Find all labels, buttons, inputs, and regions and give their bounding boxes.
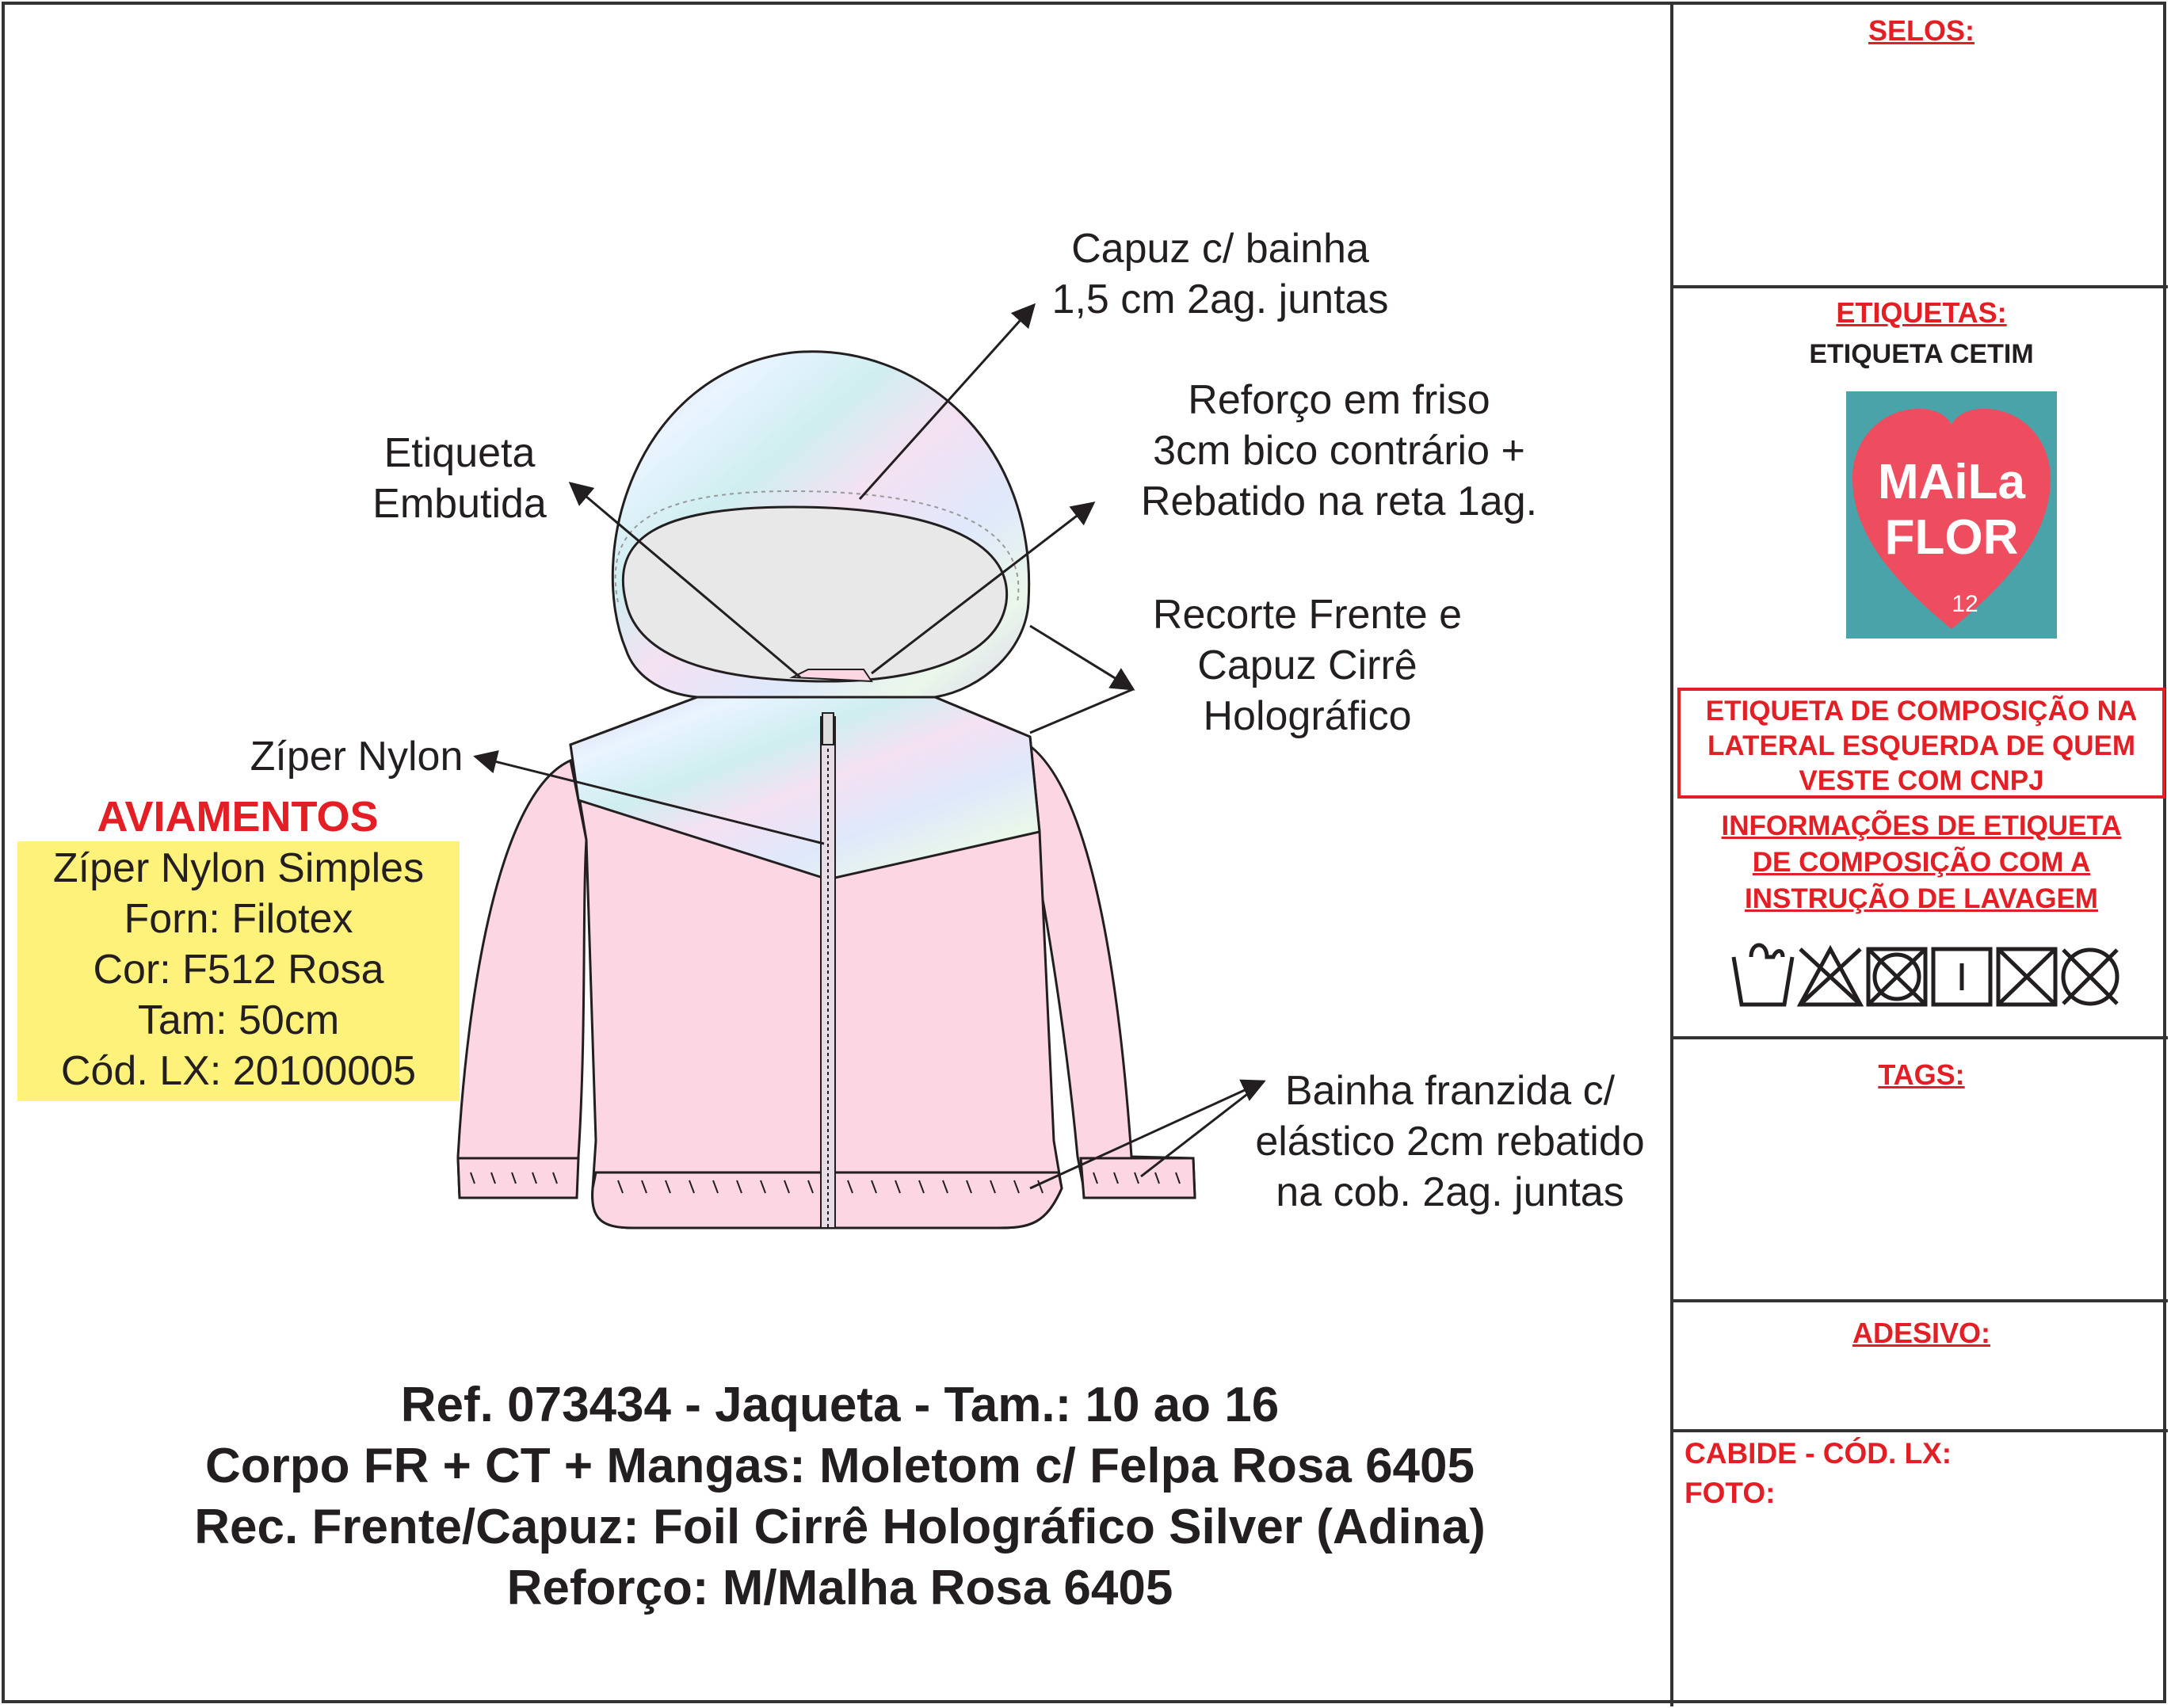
composicao-line: ETIQUETA DE COMPOSIÇÃO NA — [1705, 696, 2138, 726]
annotation-line: 3cm bico contrário + — [1153, 428, 1525, 474]
aviamento-line: Forn: Filotex — [124, 896, 353, 942]
annotation-line: Zíper Nylon — [250, 734, 464, 780]
annotation-line: 1,5 cm 2ag. juntas — [1051, 276, 1389, 322]
composicao-info-line: DE COMPOSIÇÃO COM A — [1752, 847, 2091, 878]
no-iron-icon — [1998, 949, 2055, 1005]
sidebar-rule-4 — [1672, 1429, 2168, 1432]
no-dry-clean-icon — [2063, 950, 2117, 1004]
hand-wash-icon — [1734, 945, 1792, 1005]
zipper-pull — [822, 713, 834, 745]
reference-line: Ref. 073434 - Jaqueta - Tam.: 10 ao 16 — [400, 1378, 1280, 1432]
annotation-line: Holográfico — [1203, 693, 1412, 739]
sidebar-rule-2 — [1672, 1036, 2168, 1039]
annotation-line: Capuz c/ bainha — [1071, 226, 1369, 272]
brand-line-2: FLOR — [1884, 510, 2019, 565]
composicao-info-line: INFORMAÇÕES DE ETIQUETA — [1721, 810, 2122, 841]
annotation-capuz — [982, 223, 1458, 325]
annotation-line: elástico 2cm rebatido — [1255, 1119, 1645, 1165]
brand-label-image — [1846, 391, 2057, 639]
tags-heading: TAGS: — [1878, 1058, 1965, 1091]
annotation-ziper — [222, 731, 491, 782]
annotation-recorte — [1093, 589, 1521, 742]
annotation-etiqueta — [301, 428, 618, 529]
composicao-line: VESTE COM CNPJ — [1799, 765, 2044, 796]
annotation-line: Recorte Frente e — [1152, 592, 1463, 638]
left-cuff — [458, 1158, 578, 1198]
aviamento-line: Zíper Nylon Simples — [52, 845, 425, 891]
composicao-info — [1673, 808, 2169, 917]
sidebar-rule-3 — [1672, 1299, 2168, 1302]
composicao-line: LATERAL ESQUERDA DE QUEM — [1707, 730, 2135, 761]
annotation-line: Rebatido na reta 1ag. — [1140, 478, 1538, 524]
left-sleeve — [458, 761, 586, 1198]
aviamento-line: Cor: F512 Rosa — [93, 947, 384, 993]
aviamentos-title: AVIAMENTOS — [97, 793, 379, 841]
annotation-line: Etiqueta — [383, 430, 536, 476]
annotation-line: Capuz Cirrê — [1197, 642, 1417, 688]
aviamento-line: Cód. LX: 20100005 — [60, 1048, 417, 1094]
cabide-foto — [1685, 1434, 1952, 1513]
selos-heading: SELOS: — [1868, 14, 1975, 47]
annotation-line: Embutida — [372, 481, 547, 527]
no-bleach-icon — [1800, 949, 1860, 1005]
hang-dry-icon — [1933, 949, 1990, 1005]
sidebar-rule-1 — [1672, 285, 2168, 288]
reference-line: Rec. Frente/Capuz: Foil Cirrê Holográfico Silver (Adina) — [194, 1500, 1486, 1554]
brand-line-1: MAiLa — [1878, 455, 2025, 509]
aviamentos-box — [17, 841, 460, 1101]
brand-size: 12 — [1952, 591, 1978, 617]
reference-line: Reforço: M/Malha Rosa 6405 — [506, 1561, 1173, 1615]
hood-opening — [623, 507, 1006, 681]
no-tumble-dry-icon — [1868, 949, 1925, 1005]
wash-instructions — [1727, 925, 2123, 1024]
foto-label: FOTO: — [1685, 1477, 1776, 1509]
annotation-reforco — [1093, 375, 1585, 527]
annotation-line: Reforço em friso — [1188, 377, 1490, 423]
cabide-label: CABIDE - CÓD. LX: — [1685, 1437, 1952, 1470]
composicao-box — [1677, 688, 2165, 799]
aviamento-line: Tam: 50cm — [137, 997, 340, 1043]
composicao-info-line: INSTRUÇÃO DE LAVAGEM — [1745, 883, 2098, 914]
annotation-bainha — [1236, 1066, 1664, 1218]
etiqueta-cetim-label: ETIQUETA CETIM — [1809, 339, 2034, 369]
adesivo-heading: ADESIVO: — [1852, 1317, 1991, 1349]
reference-block — [48, 1374, 1632, 1618]
annotation-line: na cob. 2ag. juntas — [1276, 1169, 1624, 1215]
etiquetas-heading: ETIQUETAS: — [1836, 296, 2007, 329]
reference-line: Corpo FR + CT + Mangas: Moletom c/ Felpa Rosa 6405 — [204, 1439, 1475, 1493]
annotation-line: Bainha franzida c/ — [1284, 1068, 1616, 1114]
